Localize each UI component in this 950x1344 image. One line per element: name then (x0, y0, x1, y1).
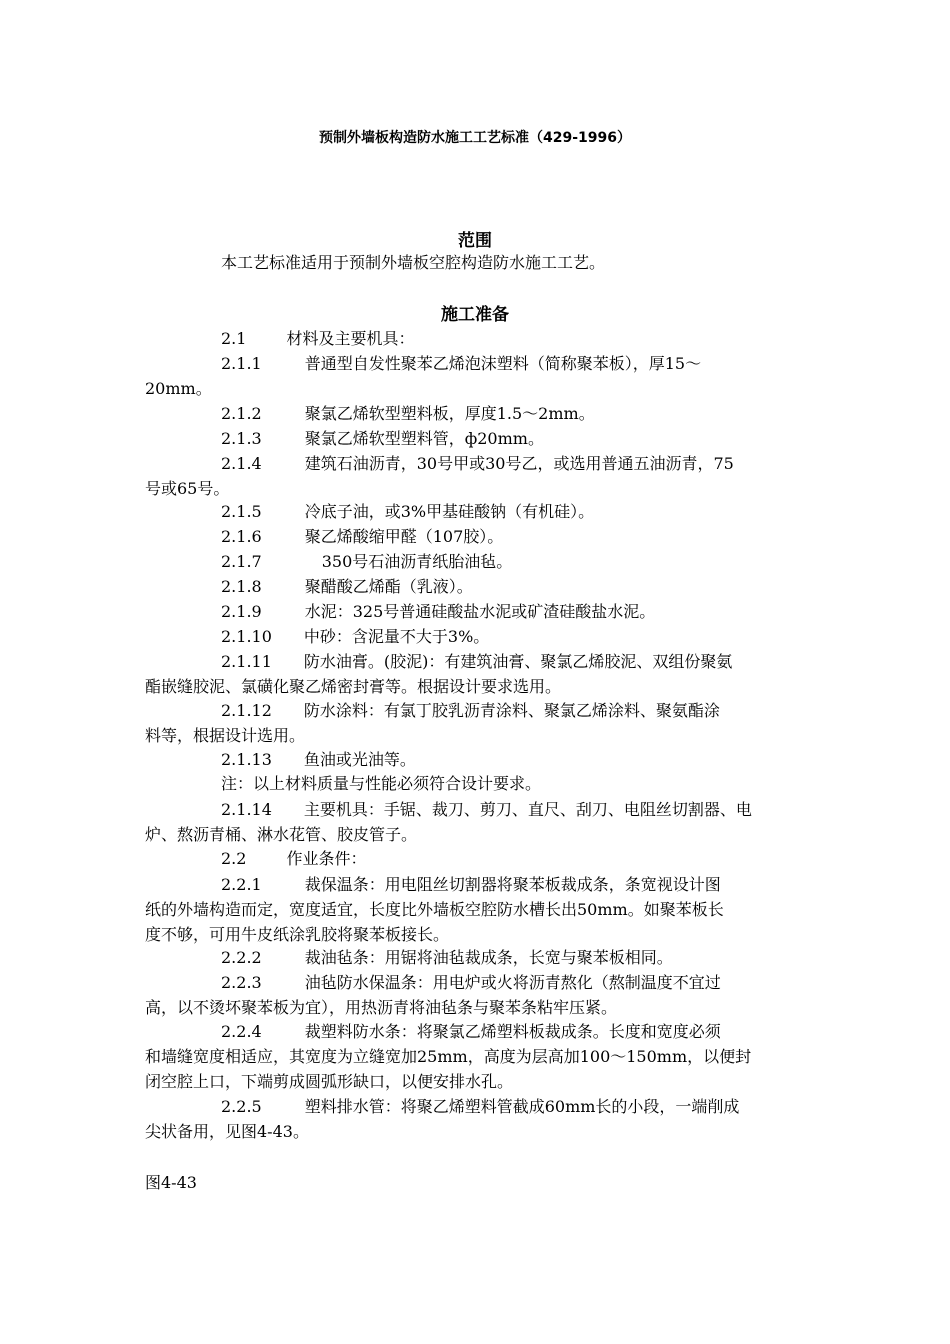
item-number: 2.1.1 (221, 354, 262, 373)
item-text: 聚乙烯酸缩甲醛（107胶）。 (304, 527, 504, 546)
item-text: 聚氯乙烯软型塑料管，ф20mm。 (304, 429, 544, 448)
list-item (145, 872, 810, 947)
list-item (145, 970, 810, 1020)
item-text-continued: 度不够，可用牛皮纸涂乳胶将聚苯板接长。 (145, 925, 450, 944)
item-number: 2.1.4 (221, 454, 262, 473)
item-number: 2.1.9 (221, 602, 262, 621)
item-number: 2.1.12 (221, 701, 272, 720)
item-text-continued: 高，以不烫坏聚苯板为宜），用热沥青将油毡条与聚苯条粘牢压紧。 (145, 998, 618, 1017)
item-text: 防水油膏。(胶泥)：有建筑油膏、聚氯乙烯胶泥、双组份聚氨 (303, 652, 733, 671)
item-text-continued: 纸的外墙构造而定，宽度适宜，长度比外墙板空腔防水槽长出50mm。如聚苯板长 (145, 900, 724, 919)
item-text: 普通型自发性聚苯乙烯泡沫塑料（简称聚苯板），厚15～ (304, 354, 702, 373)
item-number: 2.1.10 (221, 627, 272, 646)
item-text: 建筑石油沥青，30号甲或30号乙，或选用普通五油沥青，75 (304, 454, 734, 473)
item-text: 水泥：325号普通硅酸盐水泥或矿渣硅酸盐水泥。 (304, 602, 656, 621)
item-number: 2.1.3 (221, 429, 262, 448)
list-item (145, 945, 810, 970)
item-number: 2.2 (221, 849, 247, 868)
list-item (145, 574, 810, 599)
list-item (145, 451, 810, 501)
list-item (145, 747, 810, 772)
item-text: 裁保温条：用电阻丝切割器将聚苯板裁成条，条宽视设计图 (304, 875, 721, 894)
list-item (145, 649, 810, 699)
list-item (145, 599, 810, 624)
item-text: 聚醋酸乙烯酯（乳液）。 (304, 577, 473, 596)
item-text: 鱼油或光油等。 (303, 750, 416, 769)
list-item (145, 1019, 810, 1094)
item-number: 2.2.3 (221, 973, 262, 992)
list-item (145, 698, 810, 748)
item-text: 裁塑料防水条：将聚氯乙烯塑料板裁成条。长度和宽度必须 (304, 1022, 721, 1041)
item-number: 2.2.1 (221, 875, 262, 894)
item-number: 2.1.13 (221, 750, 272, 769)
item-number: 2.1.11 (221, 652, 272, 671)
list-item (145, 499, 810, 524)
item-number: 2.1.14 (221, 800, 272, 819)
item-text: 油毡防水保温条：用电炉或火将沥青熬化（熬制温度不宜过 (304, 973, 721, 992)
scope-text: 本工艺标准适用于预制外墙板空腔构造防水施工工艺。 (221, 253, 606, 272)
list-item (145, 326, 810, 351)
list-item (145, 1094, 810, 1144)
item-text-continued: 酯嵌缝胶泥、氯磺化聚乙烯密封膏等。根据设计要求选用。 (145, 677, 562, 696)
item-number: 2.1.8 (221, 577, 262, 596)
figure-caption: 图4-43 (145, 1173, 197, 1192)
note-text: 注：以上材料质量与性能必须符合设计要求。 (221, 774, 542, 793)
list-item (145, 351, 810, 401)
item-number: 2.1.7 (221, 552, 262, 571)
item-text: 裁油毡条：用锯将油毡裁成条，长宽与聚苯板相同。 (304, 948, 673, 967)
item-number: 2.1.2 (221, 404, 262, 423)
section-heading-preparation: 施工准备 (441, 305, 509, 325)
document-title: 预制外墙板构造防水施工工艺标准（429-1996） (319, 130, 631, 146)
note (145, 771, 810, 796)
item-text: 中砂：含泥量不大于3%。 (303, 627, 490, 646)
item-text-continued: 和墙缝宽度相适应，其宽度为立缝宽加25mm，高度为层高加100～150mm，以便封 (145, 1047, 752, 1066)
list-item (145, 524, 810, 549)
list-item (145, 401, 810, 426)
list-item (145, 624, 810, 649)
item-number: 2.2.2 (221, 948, 262, 967)
item-text: 聚氯乙烯软型塑料板，厚度1.5～2mm。 (304, 404, 595, 423)
item-text: 350号石油沥青纸胎油毡。 (321, 552, 513, 571)
item-number: 2.1.6 (221, 527, 262, 546)
item-text: 主要机具：手锯、裁刀、剪刀、直尺、刮刀、电阻丝切割器、电 (303, 800, 752, 819)
item-text: 冷底子油，或3%甲基硅酸钠（有机硅）。 (304, 502, 595, 521)
item-text-continued: 炉、熬沥青桶、淋水花管、胶皮管子。 (145, 825, 418, 844)
list-item (145, 549, 810, 574)
item-text: 材料及主要机具： (286, 329, 415, 348)
list-item (145, 426, 810, 451)
list-item (145, 797, 810, 847)
item-text-continued: 料等，根据设计选用。 (145, 726, 306, 745)
item-number: 2.1.5 (221, 502, 262, 521)
item-text: 作业条件： (286, 849, 367, 868)
item-text: 塑料排水管：将聚乙烯塑料管截成60mm长的小段，一端削成 (304, 1097, 740, 1116)
item-number: 2.1 (221, 329, 247, 348)
item-number: 2.2.4 (221, 1022, 262, 1041)
item-text-continued: 号或65号。 (145, 479, 230, 498)
item-text-continued: 尖状备用，见图4-43。 (145, 1122, 309, 1141)
item-number: 2.2.5 (221, 1097, 262, 1116)
item-text-continued: 闭空腔上口，下端剪成圆弧形缺口，以便安排水孔。 (145, 1072, 514, 1091)
item-text: 防水涂料：有氯丁胶乳沥青涂料、聚氯乙烯涂料、聚氨酯涂 (303, 701, 720, 720)
section-heading-scope: 范围 (458, 231, 492, 251)
list-item (145, 846, 810, 871)
item-text-continued: 20mm。 (145, 379, 212, 398)
